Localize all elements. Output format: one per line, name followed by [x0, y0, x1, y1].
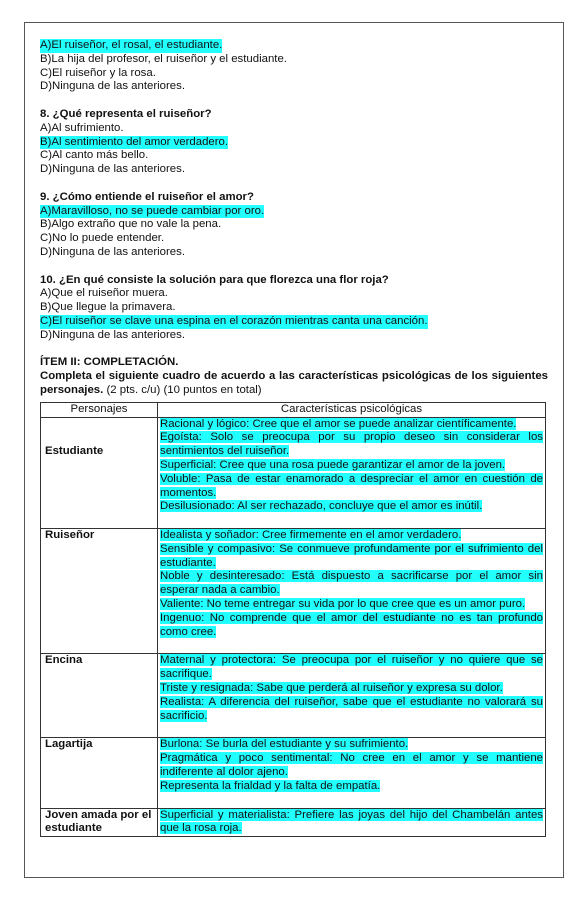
table-header-row: [41, 402, 546, 417]
trait-text: Realista: A diferencia del ruiseñor, sabe que el estudiante no valorará su sacrificio.: [160, 695, 543, 722]
trait-text: Noble y desinteresado: Está dispuesto a sacrificarse por el amor sin esperar nada a cambio.: [160, 570, 543, 597]
q7_options-option-c: [40, 67, 548, 81]
trait-text: Representa la frialdad y la falta de empatía.: [160, 779, 381, 792]
option-text: Ninguna de las anteriores.: [52, 328, 186, 341]
q8-option-c: [40, 149, 548, 163]
option-letter: C): [40, 232, 53, 245]
option-letter: D): [40, 163, 53, 176]
q10-option-b: [40, 301, 548, 315]
trait-text: Racional y lógico: Cree que el amor se puede analizar científicamente.: [160, 417, 517, 430]
trait-text: Voluble: Pasa de estar enamorado a despreciar el amor en cuestión de momentos.: [160, 472, 543, 499]
option-letter: B): [40, 301, 52, 314]
option-text: Al canto más bello.: [52, 149, 149, 162]
option-text: El ruiseñor y la rosa.: [52, 66, 156, 79]
item-2-instruction-points: (2 pts. c/u) (10 puntos en total): [103, 383, 262, 396]
q10-option-d: [40, 329, 548, 343]
option-text: Al sufrimiento.: [51, 121, 124, 134]
option-letter: A): [40, 204, 52, 217]
question-8-options: [40, 122, 548, 177]
character-name: [41, 808, 158, 837]
question-9: [40, 191, 548, 260]
q8-option-a: [40, 122, 548, 136]
trait-line: [160, 809, 543, 837]
q9-option-a: [40, 205, 548, 219]
trait-line: [160, 696, 543, 724]
trait-line: [160, 431, 543, 459]
trait-text: Ingenuo: No comprende que el amor del estudiante no es tan profundo como cree.: [160, 611, 543, 638]
item-2-instruction: [40, 370, 548, 398]
question-9-options: [40, 205, 548, 260]
character-traits: [158, 738, 546, 808]
character-name-text: Joven amada por el estudiante: [45, 808, 152, 835]
item-2-title: ÍTEM II: COMPLETACIÓN.: [40, 356, 179, 369]
option-text: Que el ruiseñor muera.: [51, 287, 168, 300]
table-row: [41, 417, 546, 529]
table-row: [41, 654, 546, 738]
table-row: [41, 808, 546, 837]
option-letter: B): [40, 52, 52, 65]
trait-text: Sensible y compasivo: Se conmueve profundamente por el sufrimiento del estudiante.: [160, 542, 543, 569]
option-text: Algo extraño que no vale la pena.: [51, 218, 222, 231]
option-text: El ruiseñor se clave una espina en el corazón mientras canta una canción.: [52, 314, 428, 327]
q7_options-option-a: [40, 39, 548, 53]
question-8-title: 8. ¿Qué representa el ruiseñor?: [40, 107, 212, 120]
trait-text: Egoísta: Solo se preocupa por su propio deseo sin considerar los sentimientos del ruiseñor.: [160, 431, 543, 458]
worksheet: [40, 39, 548, 837]
option-text: Ninguna de las anteriores.: [52, 163, 186, 176]
character-name-text: Estudiante: [45, 444, 104, 457]
item-2-instruction-bold: Completa el siguiente cuadro de acuerdo a las características psicológicas de los siguientes personajes.: [40, 370, 548, 396]
option-letter: D): [40, 245, 53, 258]
trait-text: Valiente: No teme entregar su vida por lo que cree que es un amor puro.: [160, 598, 526, 611]
option-letter: C): [40, 66, 53, 79]
header-personajes: Personajes: [41, 402, 158, 417]
trait-line: [160, 654, 543, 682]
trait-line: [160, 543, 543, 571]
option-letter: A): [40, 39, 52, 51]
character-traits: [158, 808, 546, 837]
question-10-title: 10. ¿En qué consiste la solución para que florezca una flor roja?: [40, 273, 389, 286]
trait-line: [160, 738, 543, 752]
trait-line: [160, 682, 543, 696]
q10-option-a: [40, 287, 548, 301]
character-name-text: Lagartija: [45, 738, 93, 751]
q9-option-c: [40, 232, 548, 246]
table-row: [41, 529, 546, 654]
trait-text: Maternal y protectora: Se preocupa por el ruiseñor y no quiere que se sacrifique.: [160, 654, 543, 681]
option-letter: B): [40, 135, 52, 148]
trait-line: [160, 529, 543, 543]
trait-line: [160, 418, 543, 432]
q8-option-b: [40, 136, 548, 150]
character-traits: [158, 417, 546, 529]
table-row: [41, 738, 546, 808]
trait-text: Superficial y materialista: Prefiere las joyas del hijo del Chambelán antes que la rosa roja.: [160, 808, 543, 835]
q9-option-b: [40, 218, 548, 232]
trait-text: Idealista y soñador: Cree firmemente en el amor verdadero.: [160, 529, 462, 542]
question-7-options: [40, 39, 548, 94]
trait-text: Burlona: Se burla del estudiante y su sufrimiento.: [160, 738, 409, 751]
option-letter: A): [40, 287, 52, 300]
character-traits: [158, 529, 546, 654]
question-10-options: [40, 287, 548, 342]
option-letter: D): [40, 80, 53, 93]
option-text: No lo puede entender.: [52, 232, 165, 245]
trait-line: [160, 598, 543, 612]
option-letter: A): [40, 121, 52, 134]
option-text: Que llegue la primavera.: [51, 301, 176, 314]
trait-line: [160, 500, 543, 514]
option-letter: B): [40, 218, 52, 231]
character-name: [41, 529, 158, 654]
trait-text: Superficial: Cree que una rosa puede garantizar el amor de la joven.: [160, 458, 506, 471]
trait-line: [160, 612, 543, 640]
q10-option-c: [40, 315, 548, 329]
option-text: La hija del profesor, el ruiseñor y el estudiante.: [51, 52, 287, 65]
option-letter: C): [40, 149, 53, 162]
character-traits: [158, 654, 546, 738]
character-name: [41, 738, 158, 808]
trait-line: [160, 780, 543, 794]
trait-line: [160, 752, 543, 780]
character-name-text: Encina: [45, 654, 83, 667]
character-name-text: Ruiseñor: [45, 529, 95, 542]
option-text: Ninguna de las anteriores.: [52, 80, 186, 93]
character-name: [41, 417, 158, 529]
option-letter: D): [40, 328, 53, 341]
header-caracteristicas: Características psicológicas: [158, 402, 546, 417]
trait-line: [160, 459, 543, 473]
option-text: Maravilloso, no se puede cambiar por oro.: [51, 204, 265, 217]
trait-line: [160, 473, 543, 501]
option-letter: C): [40, 314, 53, 327]
trait-text: Pragmática y poco sentimental: No cree en el amor y se mantiene indiferente al dolor ajeno.: [160, 752, 543, 779]
q9-option-d: [40, 246, 548, 260]
character-name: [41, 654, 158, 738]
q7_options-option-d: [40, 80, 548, 94]
option-text: El ruiseñor, el rosal, el estudiante.: [51, 39, 223, 51]
question-8: [40, 108, 548, 177]
trait-text: Triste y resignada: Sabe que perderá al ruiseñor y expresa su dolor.: [160, 682, 503, 695]
trait-text: Desilusionado: Al ser rechazado, concluye que el amor es inútil.: [160, 500, 483, 513]
question-9-title: 9. ¿Cómo entiende el ruiseñor el amor?: [40, 190, 254, 203]
characters-table: [40, 402, 546, 838]
q7_options-option-b: [40, 53, 548, 67]
q8-option-d: [40, 163, 548, 177]
question-10: [40, 274, 548, 343]
option-text: Ninguna de las anteriores.: [52, 245, 186, 258]
option-text: Al sentimiento del amor verdadero.: [51, 135, 229, 148]
trait-line: [160, 570, 543, 598]
